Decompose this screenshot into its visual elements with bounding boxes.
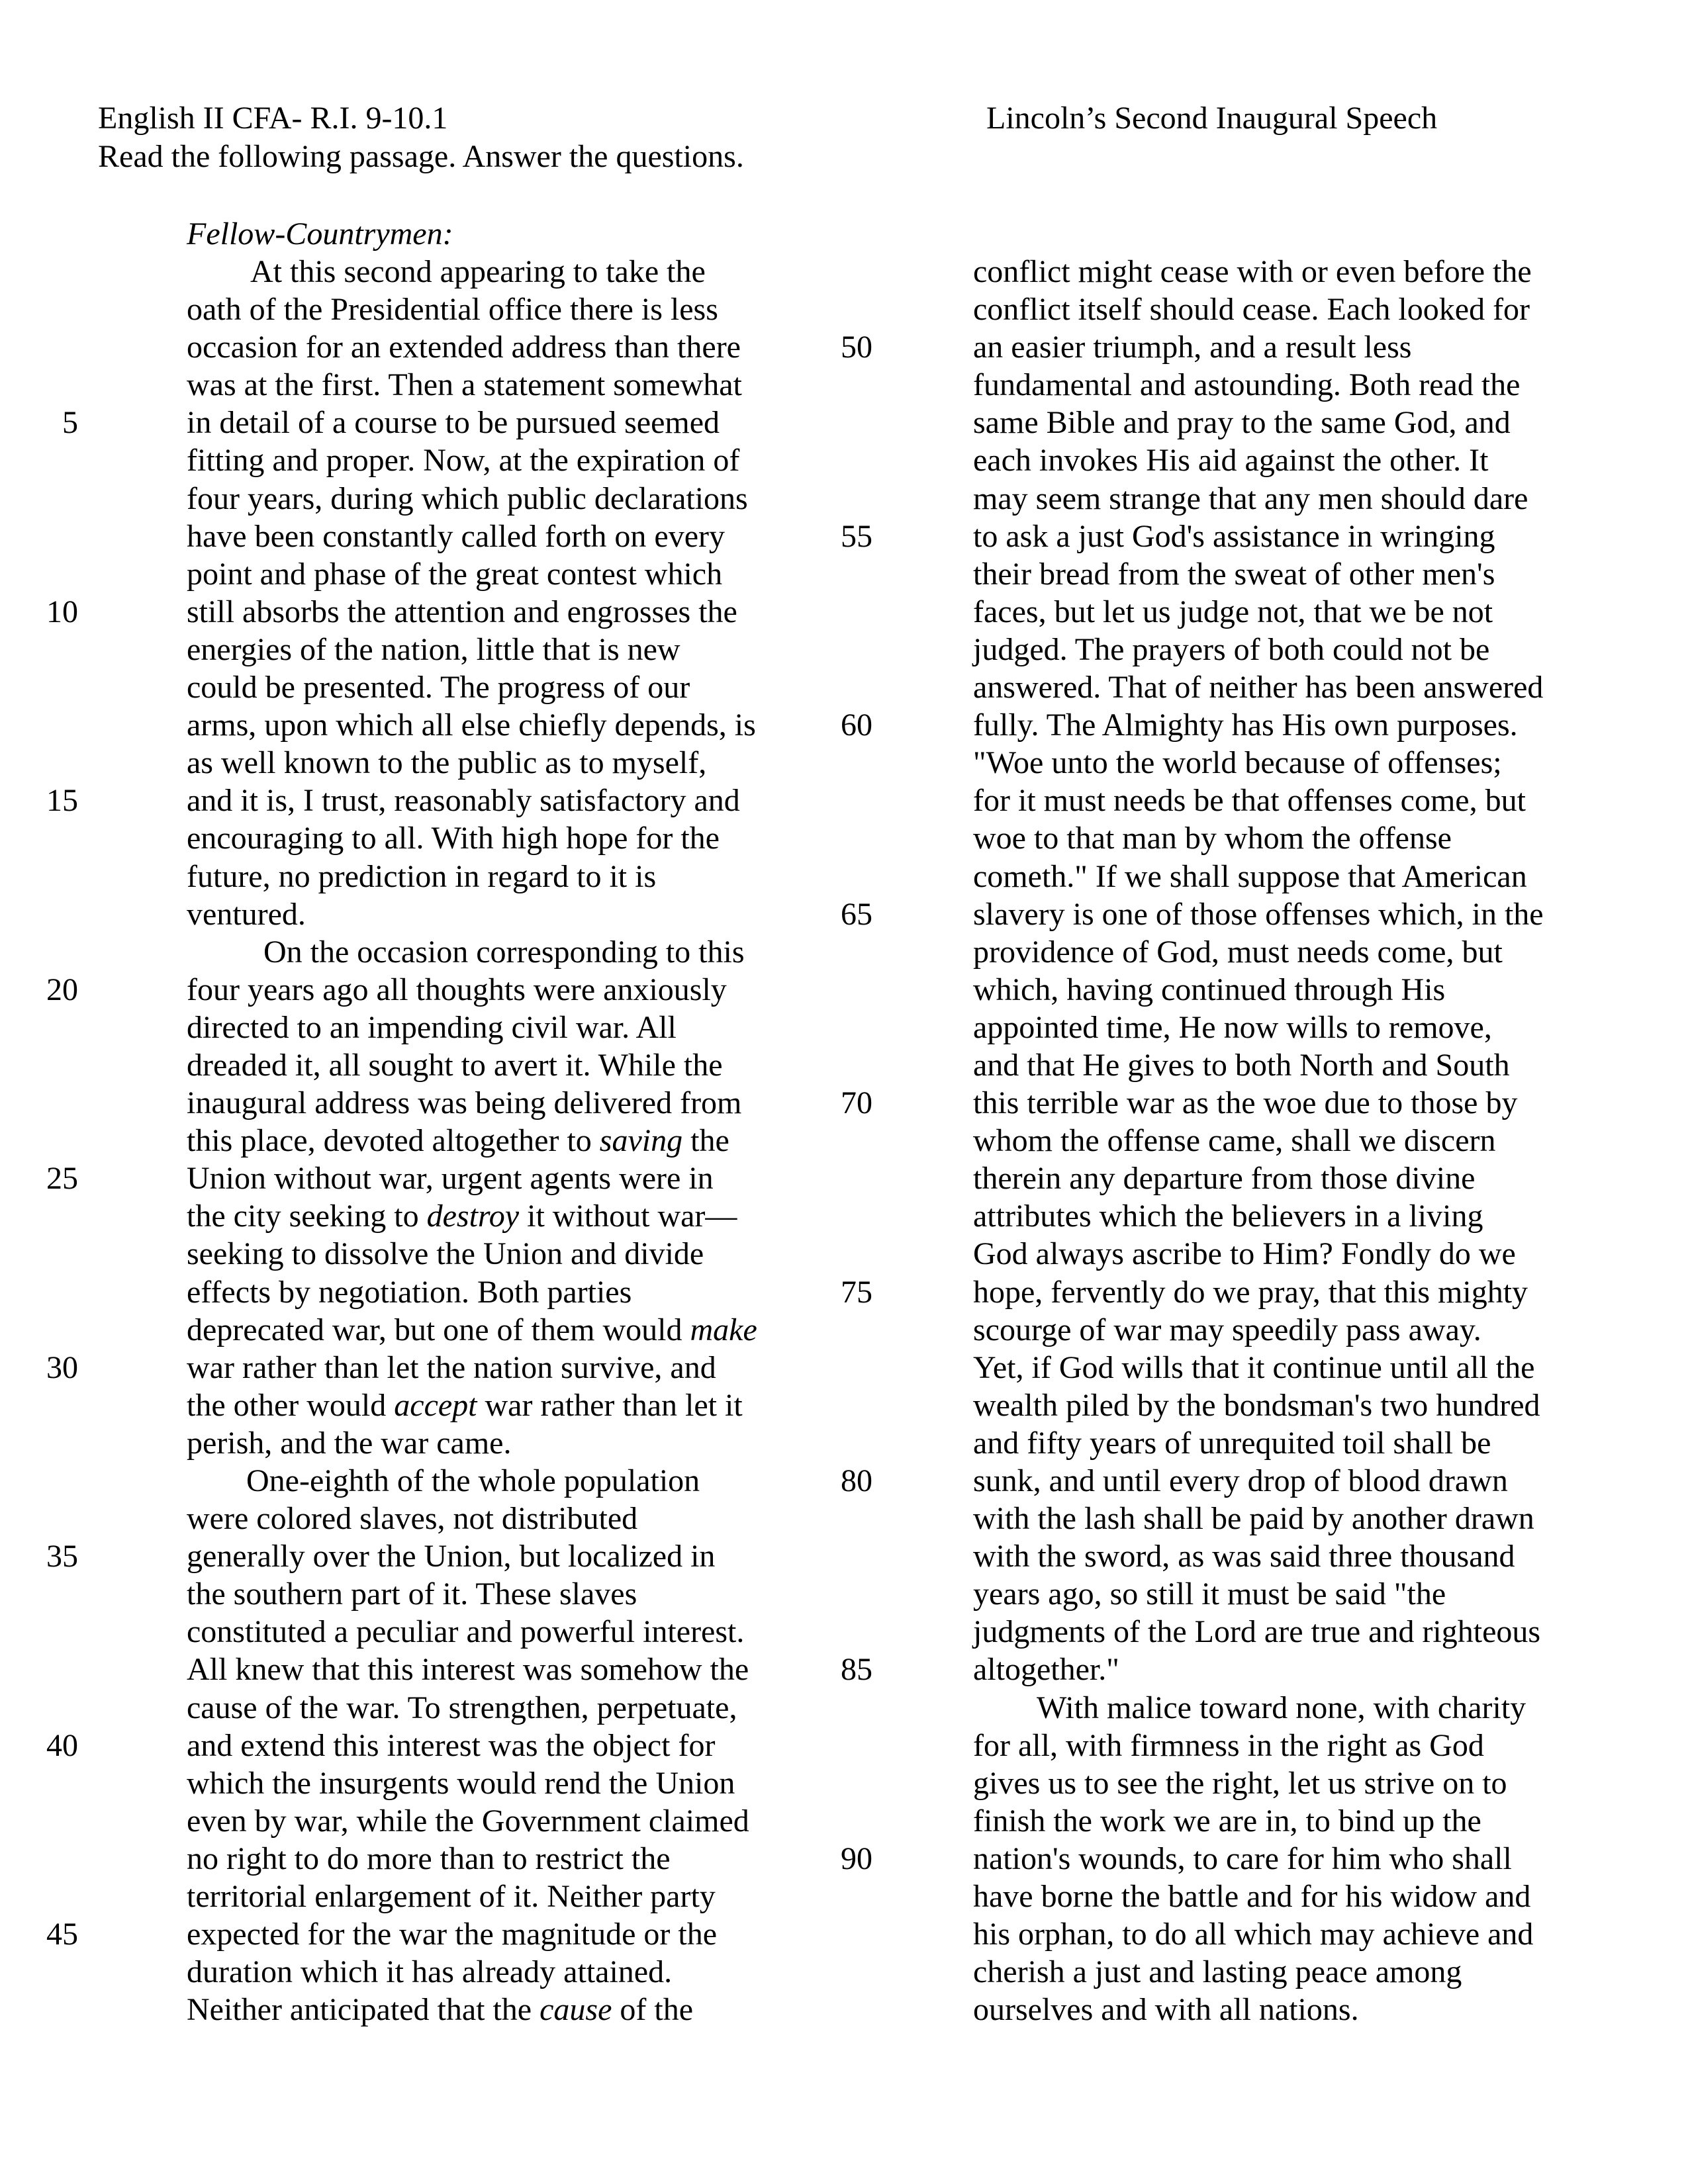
line-number [794, 1009, 872, 1046]
line-number [794, 1197, 872, 1235]
line-text: directed to an impending civil war. All [187, 1009, 677, 1045]
line-text: in detail of a course to be pursued seemed [187, 405, 720, 441]
passage-line [187, 593, 796, 631]
line-text: with the sword, as was said three thousand [973, 1539, 1515, 1574]
line-text: have borne the battle and for his widow and [973, 1879, 1531, 1915]
passage-line [187, 631, 796, 668]
line-number [794, 555, 872, 593]
line-text: conflict itself should cease. Each looked for [973, 292, 1530, 328]
line-number: 40 [46, 1727, 78, 1763]
passage-line [973, 1613, 1635, 1651]
line-text: occasion for an extended address than there [187, 330, 741, 365]
passage-line [973, 1273, 1635, 1311]
passage-line [187, 1311, 796, 1349]
passage-line [187, 1575, 796, 1613]
line-text: future, no prediction in regard to it is [187, 858, 657, 894]
emphasized-word: saving [599, 1123, 683, 1159]
line-text: have been constantly called forth on every [187, 518, 725, 554]
line-number [794, 1537, 872, 1575]
line-number [0, 1197, 78, 1235]
line-text: On the occasion corresponding to this [263, 934, 745, 970]
line-number [0, 291, 78, 328]
line-text: to ask a just God's assistance in wringing [973, 518, 1495, 554]
line-text: One-eighth of the whole population [246, 1463, 700, 1498]
line-text: oath of the Presidential office there is less [187, 292, 718, 328]
line-number [794, 631, 872, 668]
passage-line [187, 1387, 796, 1424]
line-number [0, 1764, 78, 1802]
passage-line [187, 518, 796, 555]
line-number [794, 1575, 872, 1613]
line-text: "Woe unto the world because of offenses; [973, 745, 1502, 781]
line-number: 15 [46, 783, 78, 819]
line-number: 80 [841, 1463, 872, 1498]
passage-line [973, 1197, 1635, 1235]
line-text: whom the offense came, shall we discern [973, 1123, 1496, 1159]
line-number [794, 1349, 872, 1387]
line-number [0, 555, 78, 593]
line-text: territorial enlargement of it. Neither party [187, 1879, 716, 1915]
line-number [794, 971, 872, 1009]
line-text: which, having continued through His [973, 972, 1446, 1007]
line-number [794, 1500, 872, 1537]
line-text: war rather than let the nation survive, and [187, 1349, 716, 1385]
passage-line [973, 1311, 1635, 1349]
line-number [0, 1651, 78, 1688]
passage-line [187, 895, 796, 933]
line-number [0, 1878, 78, 1915]
passage-line [973, 1160, 1635, 1197]
passage-line [187, 1991, 796, 2028]
line-text: was at the first. Then a statement somewhat [187, 367, 742, 403]
line-text: sunk, and until every drop of blood drawn [973, 1463, 1508, 1498]
line-number [794, 668, 872, 706]
passage-line [973, 1537, 1635, 1575]
line-number [794, 1915, 872, 1953]
passage-line [973, 1084, 1635, 1122]
passage-line [187, 1424, 796, 1462]
line-text: cometh." If we shall suppose that American [973, 858, 1527, 894]
line-number [0, 253, 78, 291]
line-number [0, 1689, 78, 1727]
line-text: arms, upon which all else chiefly depends, is [187, 707, 756, 743]
passage-line [973, 593, 1635, 631]
line-number [0, 1009, 78, 1046]
line-text: God always ascribe to Him? Fondly do we [973, 1236, 1516, 1272]
line-number [794, 1991, 872, 2028]
line-number: 70 [841, 1085, 872, 1121]
passage-line [187, 1727, 796, 1764]
line-number: 10 [46, 594, 78, 629]
passage-line [187, 1500, 796, 1537]
passage-line [187, 253, 796, 291]
line-text: At this second appearing to take the [250, 254, 706, 289]
line-number [0, 518, 78, 555]
line-text: answered. That of neither has been answered [973, 670, 1544, 705]
passage-line [187, 668, 796, 706]
line-text: effects by negotiation. Both parties [187, 1274, 632, 1310]
line-number [0, 441, 78, 479]
passage-line [973, 1500, 1635, 1537]
line-number [0, 1235, 78, 1273]
line-number [0, 895, 78, 933]
line-text: judged. The prayers of both could not be [973, 631, 1490, 667]
passage-line [187, 1235, 796, 1273]
passage-line [973, 366, 1635, 404]
instructions: Read the following passage. Answer the questions. [98, 139, 744, 174]
passage-line [973, 1462, 1635, 1500]
line-number [794, 441, 872, 479]
line-number [0, 1613, 78, 1651]
passage-line [187, 1689, 796, 1727]
passage-line [973, 819, 1635, 857]
passage-line [973, 782, 1635, 819]
line-number: 30 [46, 1349, 78, 1385]
passage-line [187, 1349, 796, 1387]
line-text: conflict might cease with or even before the [973, 254, 1532, 289]
line-number [794, 1953, 872, 1991]
line-text: woe to that man by whom the offense [973, 821, 1452, 856]
passage-line [187, 1651, 796, 1688]
passage-line [973, 933, 1635, 971]
line-text: finish the work we are in, to bind up the [973, 1803, 1481, 1839]
line-number: 35 [46, 1539, 78, 1574]
line-text: four years ago all thoughts were anxiously [187, 972, 727, 1007]
line-number [0, 668, 78, 706]
line-text: of the [612, 1992, 694, 2028]
line-number: 25 [46, 1161, 78, 1197]
line-text: judgments of the Lord are true and righteous [973, 1614, 1541, 1650]
line-number [794, 1764, 872, 1802]
emphasized-word: destroy [426, 1199, 520, 1234]
passage-line [187, 1953, 796, 1991]
line-text: attributes which the believers in a living [973, 1199, 1483, 1234]
line-text: for all, with firmness in the right as God [973, 1727, 1484, 1763]
line-text: even by war, while the Government claimed [187, 1803, 749, 1839]
passage-line [187, 1462, 796, 1500]
line-number [0, 933, 78, 971]
line-number [0, 1462, 78, 1500]
line-number [794, 1160, 872, 1197]
line-number [794, 1424, 872, 1462]
salutation: Fellow-Countrymen: [187, 216, 453, 251]
line-text: deprecated war, but one of them would [187, 1312, 690, 1347]
line-text: fitting and proper. Now, at the expiration of [187, 443, 740, 478]
passage-line [973, 518, 1635, 555]
line-number [794, 1689, 872, 1727]
passage-line [187, 1122, 796, 1160]
line-number [0, 1122, 78, 1160]
line-text: the [682, 1123, 729, 1159]
passage-line [187, 706, 796, 744]
line-number [794, 1802, 872, 1840]
line-text: no right to do more than to restrict the [187, 1841, 671, 1876]
line-number [794, 593, 872, 631]
passage-line [187, 441, 796, 479]
line-text: could be presented. The progress of our [187, 670, 690, 705]
line-text: encouraging to all. With high hope for the [187, 821, 720, 856]
passage-line [973, 668, 1635, 706]
passage-line [973, 1727, 1635, 1764]
line-number [794, 782, 872, 819]
line-text: All knew that this interest was somehow the [187, 1652, 749, 1688]
passage-line [187, 971, 796, 1009]
line-text: still absorbs the attention and engrosses the [187, 594, 737, 629]
passage-line [973, 253, 1635, 291]
passage-line [973, 1802, 1635, 1840]
line-text: his orphan, to do all which may achieve and [973, 1917, 1534, 1952]
line-text: ourselves and with all nations. [973, 1992, 1359, 2028]
line-text: nation's wounds, to care for him who shall [973, 1841, 1512, 1876]
line-number: 75 [841, 1274, 872, 1310]
line-number [0, 858, 78, 895]
line-text: their bread from the sweat of other men's [973, 556, 1495, 592]
passage-line [187, 1840, 796, 1878]
passage-line [187, 480, 796, 518]
line-text: expected for the war the magnitude or the [187, 1917, 717, 1952]
line-number [794, 819, 872, 857]
line-text: may seem strange that any men should dare [973, 480, 1528, 516]
passage-line [187, 1613, 796, 1651]
line-text: fully. The Almighty has His own purposes. [973, 707, 1518, 743]
passage-line [973, 1991, 1635, 2028]
passage-line [973, 1953, 1635, 1991]
line-number [0, 1046, 78, 1084]
line-number [0, 1084, 78, 1122]
line-text: for it must needs be that offenses come, but [973, 783, 1526, 819]
line-text: duration which it has already attained. [187, 1954, 673, 1990]
passage-line [973, 291, 1635, 328]
line-text: as well known to the public as to myself, [187, 745, 707, 781]
line-text: cherish a just and lasting peace among [973, 1954, 1462, 1990]
line-number [0, 1500, 78, 1537]
line-text: same Bible and pray to the same God, and [973, 405, 1511, 441]
passage-line [973, 404, 1635, 441]
passage-line [973, 1764, 1635, 1802]
line-number [794, 1235, 872, 1273]
passage-line [187, 404, 796, 441]
line-text: faces, but let us judge not, that we be not [973, 594, 1493, 629]
line-number: 20 [46, 972, 78, 1007]
line-text: years ago, so still it must be said "the [973, 1576, 1446, 1612]
left-line-numbers [0, 253, 78, 2028]
line-number [794, 1387, 872, 1424]
line-text: altogether." [973, 1652, 1119, 1688]
line-number [794, 366, 872, 404]
line-number [794, 291, 872, 328]
line-text: and fifty years of unrequited toil shall be [973, 1425, 1491, 1461]
passage-line [973, 1046, 1635, 1084]
line-text: ventured. [187, 896, 306, 932]
passage-line [187, 328, 796, 366]
passage-line [973, 744, 1635, 782]
line-text: energies of the nation, little that is new [187, 631, 680, 667]
passage-right-column [973, 253, 1635, 2028]
passage-line [187, 1764, 796, 1802]
passage-line [973, 1840, 1635, 1878]
line-text: this terrible war as the woe due to those by [973, 1085, 1518, 1121]
line-text: Neither anticipated that the [187, 1992, 540, 2028]
line-number [794, 1046, 872, 1084]
emphasized-word: cause [539, 1992, 612, 2028]
line-text: and extend this interest was the object for [187, 1727, 716, 1763]
line-number [794, 404, 872, 441]
line-number: 60 [841, 707, 872, 743]
line-number [794, 480, 872, 518]
line-text: wealth piled by the bondsman's two hundred [973, 1387, 1540, 1423]
passage-line [187, 366, 796, 404]
passage-line [973, 706, 1635, 744]
passage-line [187, 1273, 796, 1311]
line-text: each invokes His aid against the other. It [973, 443, 1489, 478]
line-text: providence of God, must needs come, but [973, 934, 1503, 970]
passage-line [973, 480, 1635, 518]
line-number [794, 1878, 872, 1915]
passage-line [973, 1424, 1635, 1462]
line-text: an easier triumph, and a result less [973, 330, 1412, 365]
line-number [0, 366, 78, 404]
line-text: gives us to see the right, let us strive on to [973, 1765, 1507, 1801]
passage-line [973, 1651, 1635, 1688]
line-text: were colored slaves, not distributed [187, 1501, 638, 1537]
line-number [794, 1727, 872, 1764]
line-number [0, 706, 78, 744]
line-text: point and phase of the great contest which [187, 556, 723, 592]
line-number [794, 1122, 872, 1160]
passage-line [973, 328, 1635, 366]
line-number [0, 1387, 78, 1424]
line-text: With malice toward none, with charity [1037, 1690, 1526, 1725]
passage-line [973, 1387, 1635, 1424]
line-text: inaugural address was being delivered from [187, 1085, 742, 1121]
line-number [0, 1424, 78, 1462]
line-number: 85 [841, 1652, 872, 1688]
line-number [794, 1613, 872, 1651]
line-text: dreaded it, all sought to avert it. While the [187, 1047, 723, 1083]
passage-line [973, 1878, 1635, 1915]
passage-line [187, 1009, 796, 1046]
line-text: hope, fervently do we pray, that this mighty [973, 1274, 1528, 1310]
passage-line [973, 441, 1635, 479]
line-number [0, 1273, 78, 1311]
line-text: generally over the Union, but localized in [187, 1539, 716, 1574]
passage-line [973, 1009, 1635, 1046]
passage-line [973, 555, 1635, 593]
line-text: seeking to dissolve the Union and divide [187, 1236, 704, 1272]
passage-line [187, 1915, 796, 1953]
passage-line [187, 1046, 796, 1084]
line-text: with the lash shall be paid by another drawn [973, 1501, 1534, 1537]
passage-line [187, 1197, 796, 1235]
passage-line [973, 1575, 1635, 1613]
passage-line [187, 1878, 796, 1915]
passage-line [973, 895, 1635, 933]
passage-line [187, 744, 796, 782]
line-text: slavery is one of those offenses which, in the [973, 896, 1544, 932]
passage-line [187, 819, 796, 857]
passage-line [973, 1915, 1635, 1953]
line-text: and it is, I trust, reasonably satisfactory and [187, 783, 740, 819]
passage-line [187, 782, 796, 819]
passage-line [973, 858, 1635, 895]
line-number [0, 1840, 78, 1878]
right-line-numbers [794, 253, 872, 2028]
passage-line [187, 858, 796, 895]
emphasized-word: accept [394, 1387, 477, 1423]
line-text: war rather than let it [477, 1387, 743, 1423]
line-number [0, 1311, 78, 1349]
passage-line [973, 1349, 1635, 1387]
passage-line [973, 1689, 1635, 1727]
passage-line [187, 1160, 796, 1197]
line-number [0, 744, 78, 782]
passage-line [187, 1802, 796, 1840]
line-text: perish, and the war came. [187, 1425, 512, 1461]
line-text: scourge of war may speedily pass away. [973, 1312, 1481, 1347]
passage-line [187, 291, 796, 328]
line-number [794, 858, 872, 895]
line-number [0, 1953, 78, 1991]
passage-line [973, 1122, 1635, 1160]
line-number: 50 [841, 330, 872, 365]
line-number [0, 1991, 78, 2028]
passage-line [973, 631, 1635, 668]
line-number [0, 328, 78, 366]
line-number [0, 1802, 78, 1840]
line-number [0, 1575, 78, 1613]
line-number: 45 [46, 1917, 78, 1952]
passage-line [973, 1235, 1635, 1273]
line-text: Union without war, urgent agents were in [187, 1161, 714, 1197]
line-text: four years, during which public declarations [187, 480, 748, 516]
passage-line [187, 1084, 796, 1122]
emphasized-word: make [690, 1312, 757, 1347]
line-number [794, 253, 872, 291]
line-text: constituted a peculiar and powerful interest. [187, 1614, 745, 1650]
passage-line [187, 555, 796, 593]
line-text: and that He gives to both North and South [973, 1047, 1510, 1083]
line-number: 5 [62, 405, 78, 441]
line-text: which the insurgents would rend the Union [187, 1765, 735, 1801]
line-number: 90 [841, 1841, 872, 1876]
line-number: 65 [841, 896, 872, 932]
line-text: therein any departure from those divine [973, 1161, 1476, 1197]
passage-left-column [187, 253, 796, 2028]
line-text: this place, devoted altogether to [187, 1123, 600, 1159]
line-number: 55 [841, 518, 872, 554]
line-text: Yet, if God wills that it continue until all the [973, 1349, 1535, 1385]
line-text: fundamental and astounding. Both read the [973, 367, 1521, 403]
line-number [794, 744, 872, 782]
passage-line [187, 1537, 796, 1575]
line-number [794, 933, 872, 971]
line-text: it without war— [519, 1199, 737, 1234]
line-text: the city seeking to [187, 1199, 427, 1234]
line-number [0, 480, 78, 518]
line-number [0, 631, 78, 668]
line-text: the southern part of it. These slaves [187, 1576, 637, 1612]
line-number [0, 819, 78, 857]
line-text: cause of the war. To strengthen, perpetuate, [187, 1690, 737, 1725]
line-text: appointed time, He now wills to remove, [973, 1009, 1492, 1045]
course-code: English II CFA- R.I. 9-10.1 [98, 101, 448, 136]
line-text: the other would [187, 1387, 395, 1423]
passage-line [187, 933, 796, 971]
passage-title: Lincoln’s Second Inaugural Speech [986, 101, 1438, 136]
passage-line [973, 971, 1635, 1009]
line-number [794, 1311, 872, 1349]
